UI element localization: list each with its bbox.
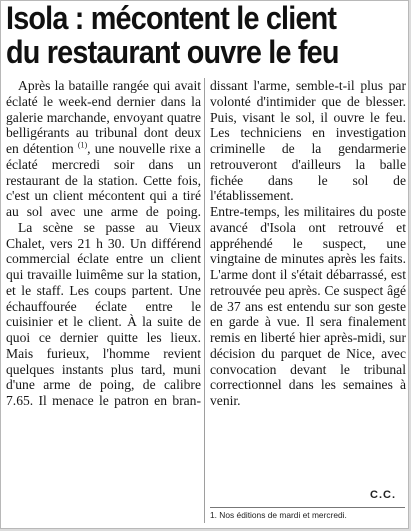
paragraph-2: La scène se passe au Vieux Chalet, vers 21 h 30. Un différend commercial éclate entre un client qui travaille luimême sur la station, et le staff. Les coups partent. Une échauffourée éclate entre le cuisinier et le client. À la suite de quoi ce dernier quitte les lieux. Mais furieux, l'homme revient quelques instants plus tard, muni d'une arme de poing, de calibre 7.65. Il menace le patron en bran- xyxy=(6,219,201,408)
paragraph-1-text-a: Après la bataille rangée qui avait éclaté le week-end dernier dans la galerie marchande, envoyant quatre belligérants au tribunal dont deux en détention xyxy=(6,78,201,156)
headline-line-1: Isola : mécontent le client xyxy=(6,0,337,36)
headline-line-2: du restaurant ouvre le feu xyxy=(6,34,339,70)
paragraph-1-text-b: , une nouvelle rixe a éclaté mercredi soir dans un restaurant de la station. Cette fois, c'est un client mécontent qui a tiré au sol avec une arme de poing. xyxy=(6,141,201,219)
footnote: 1. Nos éditions de mardi et mercredi. xyxy=(210,510,347,520)
author-signature: C.C. xyxy=(370,489,396,501)
footnote-mark: (1) xyxy=(77,140,88,150)
article-column-right xyxy=(210,78,406,409)
paragraph-2-continued: dissant l'arme, semble-t-il plus par volonté d'intimider que de blesser. Puis, visant le sol, il ouvre le feu. Les techniciens en investigation criminelle de la gendarmerie retrouveront d'ailleurs la balle fichée dans le sol de l'établissement. xyxy=(210,78,406,204)
footnote-divider xyxy=(210,507,405,508)
paragraph-1 xyxy=(6,78,201,220)
paragraph-3: Entre-temps, les militaires du poste avancé d'Isola ont retrouvé et appréhendé le suspect, une vingtaine de minutes après les faits. L'arme dont il s'était débarrassé, est retrouvée peu après. Ce suspect âgé de 37 ans est entendu sur son geste en garde à vue. Il sera finalement remis en liberté hier après-midi, sur décision du parquet de Nice, avec convocation devant le tribunal correctionnel dans les semaines à venir. xyxy=(210,204,406,408)
article-column-left xyxy=(6,78,201,409)
article-headline xyxy=(6,1,366,69)
column-divider xyxy=(204,78,205,523)
